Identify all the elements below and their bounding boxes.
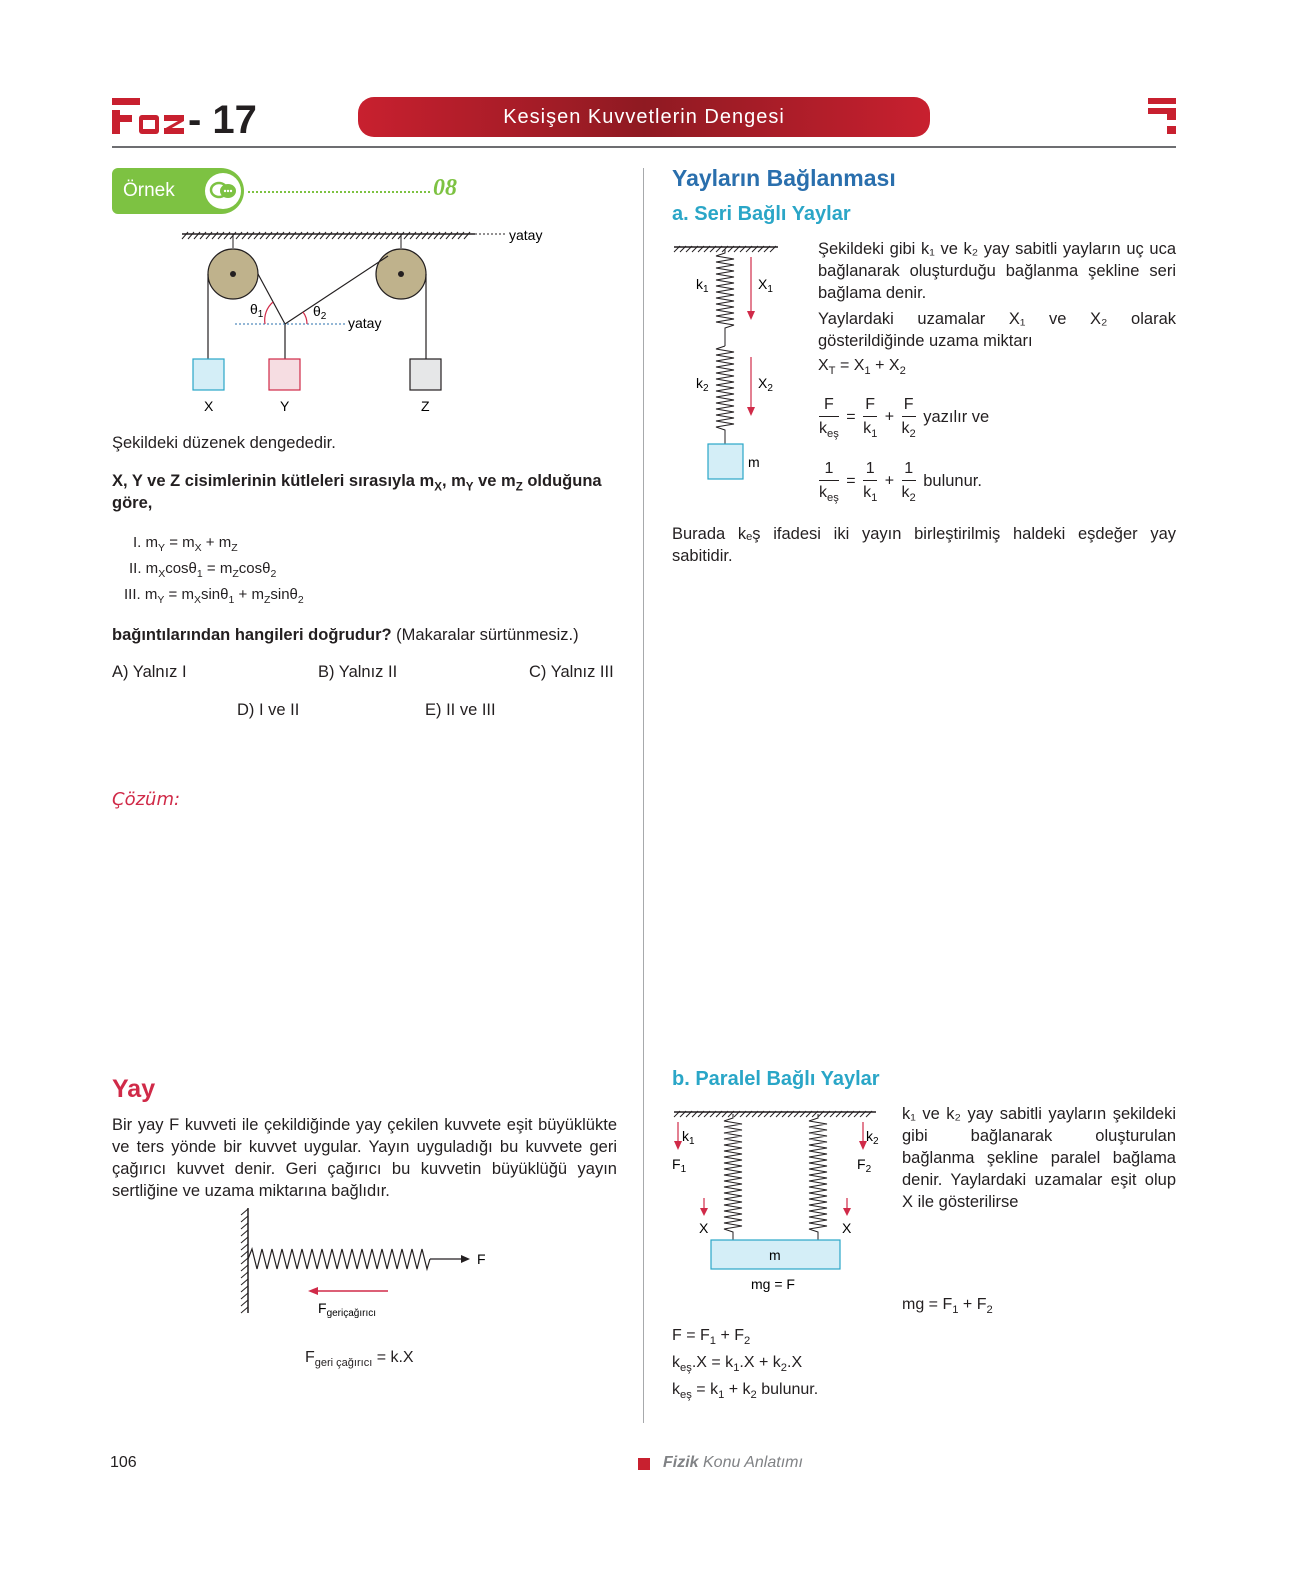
series-spring-1 — [716, 249, 734, 346]
parallel-spring-1 — [724, 1114, 742, 1240]
series-spring-figure — [670, 238, 790, 488]
spring-coil — [248, 1249, 430, 1269]
header-rule — [112, 146, 1176, 148]
parallel-f2-label: F — [857, 1156, 866, 1172]
parallel-x1-label: X — [699, 1220, 709, 1236]
series-k-formula: $\frac{1}{k_{eş}}$ = $\frac{1}{k_1}$ + $\frac{1}{k_2}$ bulunur. — [819, 460, 982, 505]
svg-text:k2: $k_2$ — [696, 375, 709, 394]
option-b[interactable]: B) Yalnız II — [318, 663, 398, 681]
label-x: X — [204, 398, 214, 414]
svg-text:k1: $k_1$ — [682, 1128, 695, 1147]
example-badge — [112, 168, 244, 214]
parallel-formula-2: $k_{eş}.X = k_1.X + k_2.X$ — [672, 1354, 803, 1375]
parallel-mg-formula: mg = $F_1 + F_2$ — [902, 1296, 993, 1317]
yatay-top-label: yatay — [509, 227, 543, 243]
option-e[interactable]: E) II ve III — [425, 701, 496, 719]
spring-wall-figure — [236, 1205, 496, 1320]
statement-iii: III. $m_Y = m_X\sin\theta_1 + m_Z\sin\theta_2$ — [124, 586, 304, 606]
parallel-spring-figure — [668, 1100, 888, 1300]
ask-bold: bağıntılarından hangileri doğrudur? — [112, 626, 392, 644]
svg-text:θ1 — [250, 301, 264, 320]
solution-label: Çözüm: — [112, 789, 181, 810]
series-force-formula: $\frac{F}{k_{eş}}$ = $\frac{F}{k_1}$ + $\frac{F}{k_2}$ yazılır ve — [819, 396, 990, 441]
parallel-x2-label: X — [842, 1220, 852, 1236]
option-d[interactable]: D) I ve II — [237, 701, 300, 719]
svg-text:Fgeriçağırıcı — [318, 1300, 376, 1319]
series-found-label: bulunur. — [923, 472, 982, 490]
block-x — [193, 359, 224, 390]
svg-text:F1: $F_1$ — [672, 1156, 687, 1175]
column-divider — [643, 168, 644, 1423]
series-k1-label: k — [696, 276, 703, 292]
footer-square-icon — [638, 1458, 650, 1470]
svg-text:F2: $F_2$ — [857, 1156, 872, 1175]
statement-ii: II. $m_X\cos\theta_1 = m_Z\cos\theta_2$ — [129, 560, 277, 580]
question-pre: X, Y ve Z cisimlerinin kütleleri sırasıyla m — [112, 472, 435, 490]
question-rest: göre, — [112, 494, 153, 512]
parallel-mg-label: mg = F — [751, 1276, 795, 1292]
ceiling-hatch — [182, 232, 470, 239]
series-text-2: Yaylardaki uzamalar X₁ ve X₂ olarak gösterildiğinde uzama miktarı — [818, 310, 1176, 350]
yay-heading: Yay — [112, 1075, 156, 1103]
hooke-sub: geri çağırıcı — [314, 1357, 373, 1370]
chapter-title-banner: Kesişen Kuvvetlerin Dengesi — [358, 97, 930, 137]
theta2-sub: 2 — [320, 311, 327, 322]
block-z — [410, 359, 441, 390]
pulley-figure — [170, 222, 570, 422]
statement-list — [124, 530, 304, 608]
series-note: Burada kₑş ifadesi iki yayın birleştirilmiş haldeki eşdeğer yay sabitidir. — [672, 525, 1176, 565]
example-dotted-leader — [248, 191, 430, 193]
page-number: 106 — [110, 1454, 137, 1471]
header — [0, 0, 1303, 150]
series-sum-formula: $X_T = X_1 + X_2$ — [818, 357, 906, 378]
corner-logo-mark — [1148, 98, 1176, 136]
parallel-m-label: m — [769, 1247, 781, 1263]
example-statement: Şekildeki düzenek dengededir. — [112, 434, 336, 452]
label-y: Y — [280, 398, 290, 414]
svg-text:X1: $X_1$ — [758, 276, 773, 295]
faz-logo — [112, 98, 187, 138]
chat-bubbles-icon — [204, 172, 242, 210]
yatay-mid-label: yatay — [348, 315, 382, 331]
series-m-label: m — [748, 454, 760, 470]
series-text-1: Şekildeki gibi k₁ ve k₂ yay sabitli yayların uç uca bağlanarak oluşturduğu bağlanma şekline seri bağlama denir. — [818, 240, 1176, 302]
parallel-k2-label: k — [866, 1128, 873, 1144]
series-mass — [708, 444, 743, 479]
parallel-k1-label: k — [682, 1128, 689, 1144]
example-ask — [112, 624, 579, 646]
theta2-label: θ — [313, 303, 321, 319]
parallel-spring-2 — [809, 1114, 827, 1240]
series-x1-label: X — [758, 276, 768, 292]
restoring-force-sub: geriçağırıcı — [326, 1308, 377, 1319]
parallel-bulunur: bulunur. — [756, 1381, 819, 1398]
block-y — [269, 359, 300, 390]
restoring-force-label: F — [318, 1300, 327, 1316]
spring-force-label: F — [477, 1251, 486, 1267]
parallel-formulas — [672, 1322, 818, 1403]
series-spring-2 — [716, 346, 734, 444]
parallel-text: k₁ ve k₂ yay sabitli yayların şekildeki gibi bağlanarak oluşturulan bağlanma şekline paralel bağlama denir. Yaylardaki uzamalar eşit olup X ile gösterilirse — [902, 1105, 1176, 1211]
option-a[interactable]: A) Yalnız I — [112, 663, 187, 681]
series-written-label: yazılır ve — [923, 408, 990, 426]
yay-body: Bir yay F kuvveti ile çekildiğinde yay çekilen kuvvete eşit büyüklükte ve ters yönde bir kuvvet uygular. Yayın uyguladığı bu kuvvete geri çağırıcı kuvvet denir. Geri çağırıcı bu kuvvetin büyüklüğü yayın sertliğine ve uzama miktarına bağlıdır. — [112, 1116, 617, 1200]
series-x2-label: X — [758, 375, 768, 391]
statement-i: I. $m_Y = m_X + m_Z$ — [133, 534, 238, 554]
chapter-number: - 17 — [188, 98, 257, 142]
example-number: 08 — [433, 175, 457, 201]
parallel-formula-3: $k_{eş} = k_1 + k_2$ bulunur. — [672, 1381, 819, 1402]
parallel-f1-label: F — [672, 1156, 681, 1172]
label-z: Z — [421, 398, 430, 414]
hooke-formula: $F_{geri çağırıcı} = k.X$ — [305, 1349, 414, 1370]
svg-text:X2: $X_2$ — [758, 375, 773, 394]
book-title: Fizik Konu Anlatımı — [663, 1454, 803, 1471]
series-k2-label: k — [696, 375, 703, 391]
series-heading: a. Seri Bağlı Yaylar — [672, 203, 851, 225]
ask-normal: (Makaralar sürtünmesiz.) — [391, 626, 579, 644]
svg-text:k1: $k_1$ — [696, 276, 709, 295]
option-c[interactable]: C) Yalnız III — [529, 663, 614, 681]
svg-text:k2: $k_2$ — [866, 1128, 879, 1147]
parallel-formula-1: $F = F_1 + F_2$ — [672, 1327, 751, 1348]
svg-text:θ2 — [313, 303, 327, 322]
example-badge-label: Örnek — [123, 180, 175, 201]
theta1-sub: 1 — [257, 309, 264, 320]
parallel-heading: b. Paralel Bağlı Yaylar — [672, 1068, 880, 1090]
springs-heading: Yayların Bağlanması — [672, 165, 896, 191]
example-question: X, Y ve Z cisimlerinin kütleleri sırasıyla $m_X$, $m_Y$ ve $m_Z$ olduğuna göre, — [112, 472, 602, 512]
theta1-label: θ — [250, 301, 258, 317]
